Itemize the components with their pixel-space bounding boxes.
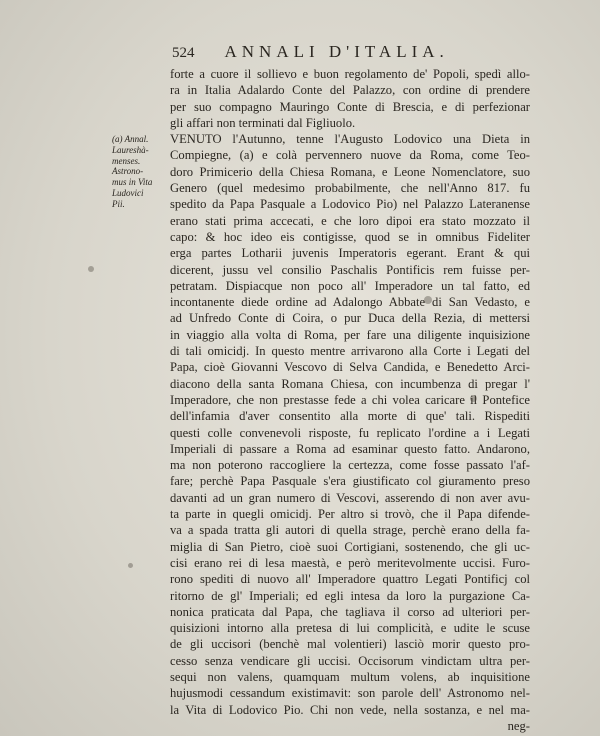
text-line: Genero (quel medesimo probabilmente, che nell'Anno 817. fu: [170, 181, 530, 196]
ink-smudge: [470, 395, 477, 402]
text-line: ra in Italia Adalardo Conte del Palazzo, con ordine di prendere: [170, 83, 530, 98]
text-line: quisizioni intorno alla pretesa di lui complicità, e udite le scuse: [170, 621, 530, 636]
page-header: [172, 42, 492, 62]
text-line: dell'infamia d'aver consentito alla morte di que' tali. Rispediti: [170, 409, 530, 424]
text-line: Imperiali di passare a Roma ad esaminar questo fatto. Andarono,: [170, 441, 530, 456]
margin-note-line: Ludovici: [112, 187, 144, 198]
text-line: gli affari non terminati dal Figliuolo.: [170, 115, 356, 130]
text-line: doro Primicerio della Chiesa Romana, e Leone Nomenclatore, suo: [170, 164, 530, 179]
text-line: va a spada tratta gli autori di quella strage, perchè erano della fa-: [170, 523, 530, 538]
text-line: la Vita di Lodovico Pio. Chi non vede, nella sostanza, e nel ma-: [170, 702, 530, 717]
text-line: di tali omicidj. In questo mentre arrivarono alla Corte i Legati del: [170, 344, 530, 359]
margin-note-line: (a) Annal.: [112, 134, 149, 144]
margin-note-line: Laureshà-: [112, 144, 149, 155]
text-line: diacono della santa Romana Chiesa, con incumbenza di pregar l': [170, 376, 530, 391]
text-line: miglia di San Pietro, cioè suoi Cortigiani, sostenendo, che gli uc-: [170, 539, 530, 554]
page-number: 524: [172, 45, 195, 61]
running-title: ANNALI D'ITALIA.: [224, 42, 449, 61]
margin-note-line: Astrono-: [112, 166, 144, 177]
text-line: ad Unfredo Conte di Coira, o pur Duca della Rezia, di mettersi: [170, 311, 530, 326]
text-line: de gli uccisori (benchè mal volentieri) lasciò morir questo pro-: [170, 637, 530, 652]
text-line: sequi non valens, quamquam multum volens, ab inquisitione: [170, 669, 530, 684]
text-line: questi colle convenevoli risposte, fu replicato l'ordine a i Legati: [170, 425, 530, 440]
text-line: capo: & hoc ideo eis contigisse, quod se in omnibus Fideliter: [170, 229, 530, 244]
text-line: davanti ad un gran numero di Vescovi, asserendo di non aver avu-: [170, 490, 530, 505]
text-line: dicerent, jussu vel consilio Paschalis Pontificis rem fuisse per-: [170, 262, 530, 277]
text-line: cisi erano rei di lesa maestà, e però meritevolmente uccisi. Furo-: [170, 555, 530, 570]
margin-note-line: Pii.: [112, 198, 125, 209]
ink-smudge: [424, 296, 432, 304]
text-line: Imperadore, che non prestasse fede a chi volea caricare il Pontefice: [170, 392, 530, 407]
text-line: nonica praticata dal Papa, che tagliava il corso ad ulteriori per-: [170, 604, 530, 619]
text-line: cesso senza vendicare gli uccisi. Occisorum vindictam ultra per-: [170, 653, 530, 668]
text-line: ma non poterono raccogliere la certezza, come fosse passato l'af-: [170, 458, 530, 473]
ink-smudge: [88, 266, 94, 272]
margin-notes: [112, 134, 172, 210]
text-line: erga partes Lotharii juvenis Imperatoris egerant. Erant & qui: [170, 246, 530, 261]
text-line: forte a cuore il sollievo e buon regolamento de' Popoli, spedì allo-: [170, 67, 530, 81]
margin-note-line: menses.: [112, 155, 141, 166]
text-line: Compiegne, (a) e colà pervennero nuove da Roma, come Teo-: [170, 148, 530, 163]
text-line: incontanente diede ordine ad Adalongo Abbate di San Vedasto, e: [170, 295, 530, 310]
text-line: VENUTO l'Autunno, tenne l'Augusto Lodovico una Dieta in: [170, 132, 530, 147]
margin-note-line: mus in Vita: [112, 177, 153, 188]
text-line: spedito da Papa Pasquale a Lodovico Pio) nel Palazzo Lateranense: [170, 197, 530, 212]
text-line: ritorno de gl' Imperiali; ed egli intesa da loro la purgazione Ca-: [170, 588, 530, 603]
text-line: erano stati prima accecati, e che loro dipoi era stato mozzato il: [170, 213, 530, 228]
text-line: neg-: [507, 718, 530, 733]
text-line: in viaggio alla volta di Roma, per fare una diligente inquisizione: [170, 327, 530, 342]
text-line: per suo compagno Mauringo Conte di Brescia, e di perfezionar: [170, 99, 530, 114]
text-line: rono spediti di nuovo all' Imperadore quattro Legati Pontificj col: [170, 572, 530, 587]
text-line: fare; perchè Papa Pasquale s'era giustificato col giuramento preso: [170, 474, 530, 489]
text-line: petratam. Dispiacque non poco all' Imperadore un tal fatto, ed: [170, 278, 530, 293]
text-line: ta parte in quegli omicidj. Per altro si trovò, che il Papa difende-: [170, 507, 530, 522]
text-line: hujusmodi cessandum existimavit: son parole dell' Astronomo nel-: [170, 686, 530, 701]
text-line: Papa, cioè Giovanni Vescovo di Selva Candida, e Benedetto Arci-: [170, 360, 530, 375]
ink-smudge: [128, 563, 133, 568]
